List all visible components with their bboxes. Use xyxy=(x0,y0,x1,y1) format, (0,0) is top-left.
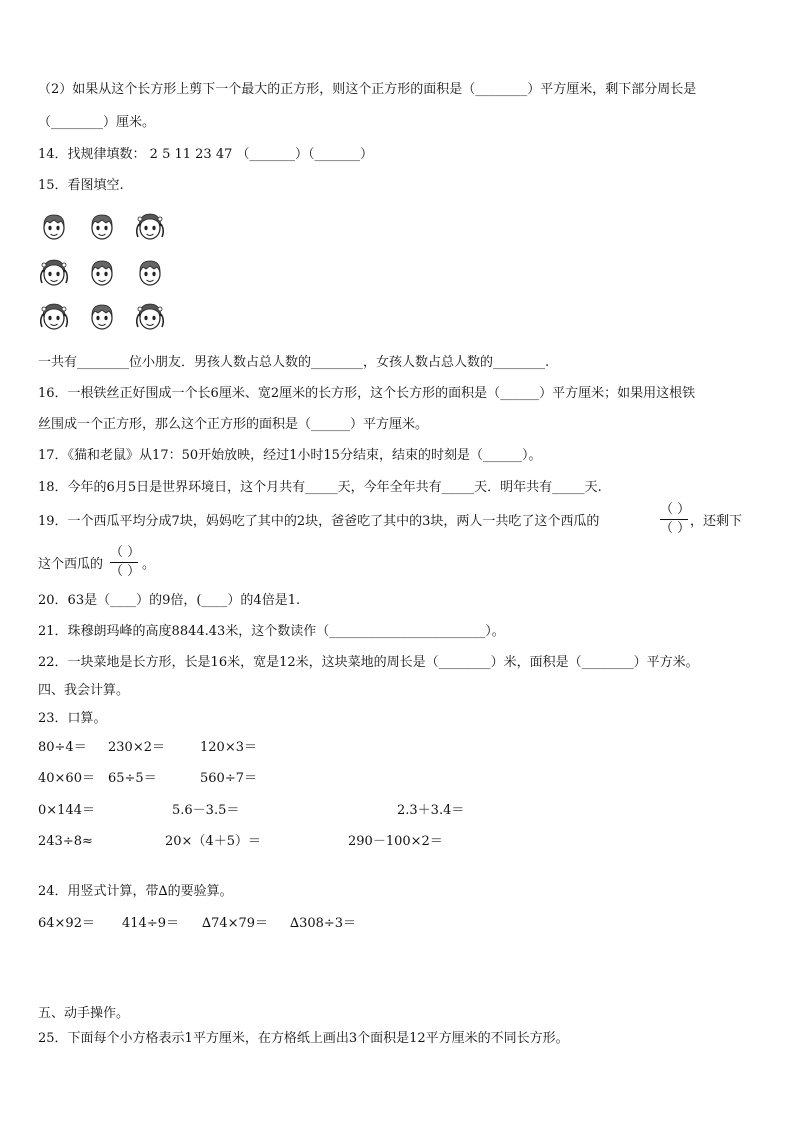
girl-face-icon xyxy=(134,300,166,332)
q23-item: 2.3＋3.4＝ xyxy=(397,803,465,818)
q25-text: 25．下面每个小方格表示1平方厘米，在方格纸上画出3个面积是12平方厘米的不同长方形。 xyxy=(38,1031,569,1046)
q15-answer-line: 一共有________位小朋友．男孩人数占总人数的________，女孩人数占总人数的________. xyxy=(38,355,550,370)
q19-fraction-eaten xyxy=(660,502,691,537)
fraction-bar xyxy=(110,562,138,563)
q24-title: 24．用竖式计算，带∆的要验算。 xyxy=(38,884,233,899)
q23-item: 5.6－3.5＝ xyxy=(172,803,240,818)
q18-text: 18．今年的6月5日是世界环境日，这个月共有_____天，今年全年共有_____天．明年共有_____天. xyxy=(38,480,602,495)
boy-face-icon xyxy=(86,300,118,332)
q19-line1-tail: ，还剩下 xyxy=(690,514,743,529)
q19-line2-tail: 。 xyxy=(142,557,156,572)
q23-item: 80÷4＝ xyxy=(38,740,87,755)
q22-text: 22．一块菜地是长方形，长是16米，宽是12米，这块菜地的周长是（________）米，面积是（________）平方米。 xyxy=(38,655,699,670)
q19-line2: 这个西瓜的 xyxy=(38,557,104,572)
section5-heading: 五、动手操作。 xyxy=(38,1006,130,1021)
girl-face-icon xyxy=(38,256,70,288)
q16-line2: 丝围成一个正方形，那么这个正方形的面积是（______）平方厘米。 xyxy=(38,417,429,432)
girl-face-icon xyxy=(134,210,166,242)
boy-face-icon xyxy=(134,256,166,288)
q24-item: 64×92＝ xyxy=(38,916,95,931)
q19-fraction-left-numerator: （ ） xyxy=(110,545,141,560)
q23-item: 230×2＝ xyxy=(108,740,165,755)
q13-part2-line2: （________）厘米。 xyxy=(38,115,156,130)
boy-face-icon xyxy=(86,210,118,242)
q23-item: 243÷8≈ xyxy=(38,834,93,849)
q19-line1: 19．一个西瓜平均分成7块，妈妈吃了其中的2块，爸爸吃了其中的3块，两人一共吃了这个西瓜的 xyxy=(38,514,600,529)
q16-line1: 16．一根铁丝正好围成一个长6厘米、宽2厘米的长方形，这个长方形的面积是（______）平方厘米；如果用这根铁 xyxy=(38,386,696,401)
q24-item: 414÷9＝ xyxy=(122,916,179,931)
section4-heading: 四、我会计算。 xyxy=(38,683,130,698)
q15-title: 15．看图填空. xyxy=(38,178,124,193)
q19-fraction-left xyxy=(110,545,141,580)
q23-item: 290－100×2＝ xyxy=(348,834,443,849)
fraction-bar xyxy=(660,519,688,520)
q23-item: 40×60＝ xyxy=(38,771,95,786)
boy-face-icon xyxy=(38,210,70,242)
q23-item: 120×3＝ xyxy=(200,740,257,755)
q21-text: 21．珠穆朗玛峰的高度8844.43米，这个数读作（________________________）。 xyxy=(38,624,505,639)
q23-item: 20×（4＋5）＝ xyxy=(165,834,261,849)
q24-item: ∆308÷3＝ xyxy=(290,916,357,931)
q17-text: 17．《猫和老鼠》从17：50开始放映，经过1小时15分结束，结束的时刻是（______）。 xyxy=(38,448,542,463)
q23-title: 23．口算。 xyxy=(38,711,107,726)
q23-item: 65÷5＝ xyxy=(108,771,157,786)
boy-face-icon xyxy=(86,256,118,288)
q23-item: 560÷7＝ xyxy=(200,771,257,786)
q19-fraction-left-denominator: （ ） xyxy=(110,564,141,579)
girl-face-icon xyxy=(38,300,70,332)
q19-fraction-eaten-denominator: （ ） xyxy=(660,521,691,536)
q13-part2-line1: （2）如果从这个长方形上剪下一个最大的正方形，则这个正方形的面积是（________）平方厘米，剩下部分周长是 xyxy=(38,82,697,97)
q14-text: 14．找规律填数： 2 5 11 23 47 （_______）（_______） xyxy=(38,147,374,162)
q20-text: 20．63是（____）的9倍，(____）的4倍是1. xyxy=(38,593,301,608)
q23-item: 0×144＝ xyxy=(38,803,95,818)
q24-item: ∆74×79＝ xyxy=(202,916,269,931)
q19-fraction-eaten-numerator: （ ） xyxy=(660,502,691,517)
